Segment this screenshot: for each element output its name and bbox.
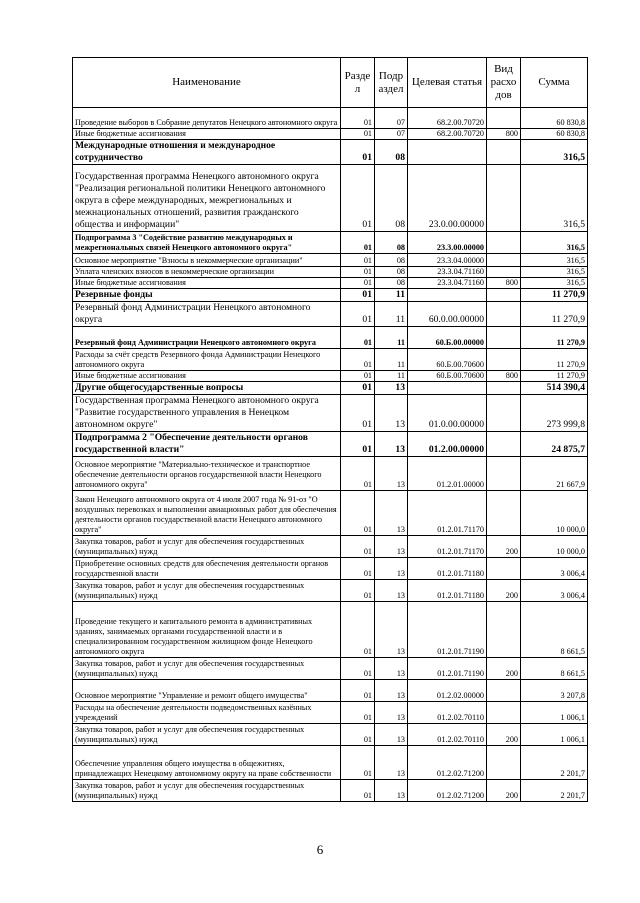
row-kind: 200: [487, 780, 521, 802]
row-name: Закупка товаров, работ и услуг для обеспечения государственных (муниципальных) нужд: [73, 658, 341, 680]
table-row: [73, 371, 588, 382]
row-podrazdel: 13: [375, 724, 408, 746]
header-kind: Вид расхо дов: [487, 58, 521, 108]
row-podrazdel: 08: [375, 267, 408, 278]
header-podrazdel: Подр аздел: [375, 58, 408, 108]
row-article: [408, 382, 487, 395]
header-sum: Сумма: [521, 58, 588, 108]
header-name: Наименование: [73, 58, 341, 108]
row-podrazdel: 07: [375, 108, 408, 129]
row-article: 01.2.01.71170: [408, 536, 487, 558]
row-podrazdel: 08: [375, 254, 408, 267]
row-sum: 1 006,1: [521, 702, 588, 724]
table-row: [73, 267, 588, 278]
row-article: 01.2.01.71190: [408, 658, 487, 680]
row-sum: 316,5: [521, 267, 588, 278]
row-article: 01.2.02.00000: [408, 680, 487, 702]
row-sum: 11 270,9: [521, 289, 588, 302]
row-kind: 200: [487, 724, 521, 746]
row-razdel: 01: [341, 724, 375, 746]
table-row: [73, 602, 588, 658]
row-kind: [487, 457, 521, 491]
row-sum: 11 270,9: [521, 349, 588, 371]
row-kind: 200: [487, 580, 521, 602]
row-sum: 316,5: [521, 165, 588, 232]
row-article: 01.0.00.00000: [408, 395, 487, 432]
row-kind: [487, 382, 521, 395]
row-razdel: 01: [341, 327, 375, 349]
table-row: [73, 108, 588, 129]
row-name: Закупка товаров, работ и услуг для обеспечения государственных (муниципальных) нужд: [73, 724, 341, 746]
row-sum: 21 667,9: [521, 457, 588, 491]
row-razdel: 01: [341, 558, 375, 580]
row-name: Государственная программа Ненецкого автономного округа "Развитие государственного управления в Ненецком автономном округе": [73, 395, 341, 432]
row-razdel: 01: [341, 232, 375, 254]
row-podrazdel: 13: [375, 780, 408, 802]
row-podrazdel: 13: [375, 536, 408, 558]
table-row: [73, 232, 588, 254]
header-razdel: Разде л: [341, 58, 375, 108]
table-row: [73, 382, 588, 395]
row-kind: 800: [487, 129, 521, 140]
row-podrazdel: 11: [375, 302, 408, 327]
row-kind: [487, 140, 521, 165]
row-kind: [487, 267, 521, 278]
row-article: 68.2.00.70720: [408, 108, 487, 129]
row-sum: 8 661,5: [521, 602, 588, 658]
row-kind: [487, 289, 521, 302]
row-name: Уплата членских взносов в некоммерческие организации: [73, 267, 341, 278]
row-podrazdel: 08: [375, 165, 408, 232]
row-podrazdel: 07: [375, 129, 408, 140]
table-row: [73, 278, 588, 289]
row-name: Закупка товаров, работ и услуг для обеспечения государственных (муниципальных) нужд: [73, 536, 341, 558]
table-row: [73, 349, 588, 371]
row-podrazdel: 13: [375, 457, 408, 491]
row-razdel: 01: [341, 140, 375, 165]
row-podrazdel: 13: [375, 558, 408, 580]
table-row: [73, 254, 588, 267]
budget-table: [72, 57, 588, 802]
table-row: [73, 395, 588, 432]
row-kind: [487, 491, 521, 536]
table-row: [73, 165, 588, 232]
row-podrazdel: 08: [375, 232, 408, 254]
table-row: [73, 702, 588, 724]
row-name: Основное мероприятие "Взносы в некоммерческие организации": [73, 254, 341, 267]
row-article: [408, 140, 487, 165]
row-article: 23.3.04.71160: [408, 267, 487, 278]
row-razdel: 01: [341, 371, 375, 382]
row-razdel: 01: [341, 680, 375, 702]
row-razdel: 01: [341, 267, 375, 278]
page-number: 6: [316, 842, 324, 857]
row-kind: 200: [487, 658, 521, 680]
row-article: 23.3.04.00000: [408, 254, 487, 267]
row-podrazdel: 13: [375, 702, 408, 724]
table-row: [73, 658, 588, 680]
row-razdel: 01: [341, 395, 375, 432]
row-article: 01.2.00.00000: [408, 432, 487, 457]
row-podrazdel: 13: [375, 491, 408, 536]
table-row: [73, 491, 588, 536]
row-sum: 514 390,4: [521, 382, 588, 395]
row-sum: 8 661,5: [521, 658, 588, 680]
row-podrazdel: 13: [375, 382, 408, 395]
row-razdel: 01: [341, 254, 375, 267]
row-name: Иные бюджетные ассигнования: [73, 278, 341, 289]
row-name: Резервный фонд Администрации Ненецкого автономного округа: [73, 327, 341, 349]
row-article: [408, 289, 487, 302]
row-podrazdel: 13: [375, 432, 408, 457]
row-podrazdel: 11: [375, 327, 408, 349]
row-kind: 800: [487, 371, 521, 382]
row-article: 23.0.00.00000: [408, 165, 487, 232]
row-article: 60.Б.00.70600: [408, 371, 487, 382]
row-razdel: 01: [341, 602, 375, 658]
row-article: 01.2.01.71170: [408, 491, 487, 536]
row-razdel: 01: [341, 780, 375, 802]
row-article: 60.0.00.00000: [408, 302, 487, 327]
row-kind: [487, 395, 521, 432]
table-row: [73, 129, 588, 140]
row-sum: 316,5: [521, 254, 588, 267]
row-podrazdel: 11: [375, 371, 408, 382]
row-name: Государственная программа Ненецкого автономного округа "Реализация региональной политики Ненецкого автономного округа в сфере международных, межрегиональных и межнациональных отношений, развития гражданского общества и информации": [73, 165, 341, 232]
row-name: Международные отношения и международное сотрудничество: [73, 140, 341, 165]
row-sum: 11 270,9: [521, 327, 588, 349]
row-article: 60.Б.00.00000: [408, 327, 487, 349]
row-article: 23.3.04.71160: [408, 278, 487, 289]
row-article: 01.2.02.71200: [408, 780, 487, 802]
row-kind: [487, 702, 521, 724]
row-sum: 10 000,0: [521, 536, 588, 558]
row-kind: [487, 558, 521, 580]
table-row: [73, 302, 588, 327]
row-podrazdel: 13: [375, 580, 408, 602]
row-article: 60.Б.00.70600: [408, 349, 487, 371]
row-sum: 273 999,8: [521, 395, 588, 432]
row-sum: 11 270,9: [521, 302, 588, 327]
row-podrazdel: 13: [375, 658, 408, 680]
row-kind: [487, 165, 521, 232]
row-name: Проведение текущего и капитального ремонта в административных зданиях, занимаемых органами государственной власти и в специализированном государственном жилищном фонде Ненецкого автономного округа: [73, 602, 341, 658]
row-kind: [487, 680, 521, 702]
row-article: 01.2.01.00000: [408, 457, 487, 491]
row-podrazdel: 11: [375, 289, 408, 302]
row-name: Резервный фонд Администрации Ненецкого автономного округа: [73, 302, 341, 327]
row-name: Закупка товаров, работ и услуг для обеспечения государственных (муниципальных) нужд: [73, 780, 341, 802]
row-podrazdel: 13: [375, 746, 408, 780]
row-podrazdel: 13: [375, 602, 408, 658]
row-name: Иные бюджетные ассигнования: [73, 371, 341, 382]
row-name: Подпрограмма 3 "Содействие развитию международных и межрегиональных связей Ненецкого автономного округа": [73, 232, 341, 254]
table-row: [73, 746, 588, 780]
row-sum: 2 201,7: [521, 780, 588, 802]
row-razdel: 01: [341, 289, 375, 302]
table-header: [73, 58, 588, 108]
row-name: Основное мероприятие "Управление и ремонт общего имущества": [73, 680, 341, 702]
row-article: 01.2.02.70110: [408, 702, 487, 724]
row-razdel: 01: [341, 491, 375, 536]
row-podrazdel: 13: [375, 395, 408, 432]
table-row: [73, 724, 588, 746]
row-razdel: 01: [341, 536, 375, 558]
row-kind: 200: [487, 536, 521, 558]
row-sum: 60 830,8: [521, 108, 588, 129]
row-kind: [487, 432, 521, 457]
row-article: 01.2.02.70110: [408, 724, 487, 746]
row-podrazdel: 08: [375, 278, 408, 289]
row-podrazdel: 08: [375, 140, 408, 165]
row-name: Иные бюджетные ассигнования: [73, 129, 341, 140]
row-name: Закон Ненецкого автономного округа от 4 июля 2007 года № 91-оз "О воздушных перевозках и выполнении авиационных работ для обеспечения деятельности органов государственной власти Ненецкого автономного округа": [73, 491, 341, 536]
row-razdel: 01: [341, 108, 375, 129]
row-razdel: 01: [341, 702, 375, 724]
row-razdel: 01: [341, 165, 375, 232]
row-name: Другие общегосударственные вопросы: [73, 382, 341, 395]
row-name: Резервные фонды: [73, 289, 341, 302]
row-podrazdel: 13: [375, 680, 408, 702]
row-name: Проведение выборов в Собрание депутатов Ненецкого автономного округа: [73, 108, 341, 129]
row-razdel: 01: [341, 349, 375, 371]
row-sum: 24 875,7: [521, 432, 588, 457]
row-kind: [487, 108, 521, 129]
row-razdel: 01: [341, 580, 375, 602]
row-razdel: 01: [341, 278, 375, 289]
row-kind: [487, 746, 521, 780]
row-razdel: 01: [341, 457, 375, 491]
row-sum: 2 201,7: [521, 746, 588, 780]
row-kind: [487, 327, 521, 349]
table-row: [73, 558, 588, 580]
row-name: Приобретение основных средств для обеспечения деятельности органов государственной власти: [73, 558, 341, 580]
table-row: [73, 580, 588, 602]
row-sum: 3 207,8: [521, 680, 588, 702]
table-row: [73, 140, 588, 165]
row-razdel: 01: [341, 382, 375, 395]
row-sum: 60 830,8: [521, 129, 588, 140]
row-name: Подпрограмма 2 "Обеспечение деятельности органов государственной власти": [73, 432, 341, 457]
row-razdel: 01: [341, 432, 375, 457]
row-name: Основное мероприятие "Материально-техническое и транспортное обеспечение деятельности органов государственной власти Ненецкого автономного округа": [73, 457, 341, 491]
row-name: Обеспечение управления общего имущества в общежитиях, принадлежащих Ненецкому автономному округу на праве собственности: [73, 746, 341, 780]
row-razdel: 01: [341, 658, 375, 680]
row-article: 68.2.00.70720: [408, 129, 487, 140]
row-razdel: 01: [341, 746, 375, 780]
row-kind: 800: [487, 278, 521, 289]
row-article: 01.2.02.71200: [408, 746, 487, 780]
row-name: Расходы за счёт средств Резервного фонда Администрации Ненецкого автономного округа: [73, 349, 341, 371]
row-article: 23.3.00.00000: [408, 232, 487, 254]
row-sum: 3 006,4: [521, 558, 588, 580]
table-row: [73, 432, 588, 457]
row-kind: [487, 302, 521, 327]
row-kind: [487, 232, 521, 254]
row-sum: 1 006,1: [521, 724, 588, 746]
row-sum: 11 270,9: [521, 371, 588, 382]
table-row: [73, 457, 588, 491]
row-kind: [487, 254, 521, 267]
table-row: [73, 680, 588, 702]
table-row: [73, 327, 588, 349]
table-row: [73, 536, 588, 558]
row-sum: 10 000,0: [521, 491, 588, 536]
row-razdel: 01: [341, 129, 375, 140]
row-razdel: 01: [341, 302, 375, 327]
row-sum: 3 006,4: [521, 580, 588, 602]
row-article: 01.2.01.71180: [408, 580, 487, 602]
row-podrazdel: 11: [375, 349, 408, 371]
table-row: [73, 289, 588, 302]
row-kind: [487, 349, 521, 371]
row-article: 01.2.01.71180: [408, 558, 487, 580]
row-sum: 316,5: [521, 140, 588, 165]
row-sum: 316,5: [521, 278, 588, 289]
row-article: 01.2.01.71190: [408, 602, 487, 658]
row-kind: [487, 602, 521, 658]
row-name: Расходы на обеспечение деятельности подведомственных казённых учреждений: [73, 702, 341, 724]
header-article: Целевая статья: [408, 58, 487, 108]
row-sum: 316,5: [521, 232, 588, 254]
row-name: Закупка товаров, работ и услуг для обеспечения государственных (муниципальных) нужд: [73, 580, 341, 602]
table-row: [73, 780, 588, 802]
